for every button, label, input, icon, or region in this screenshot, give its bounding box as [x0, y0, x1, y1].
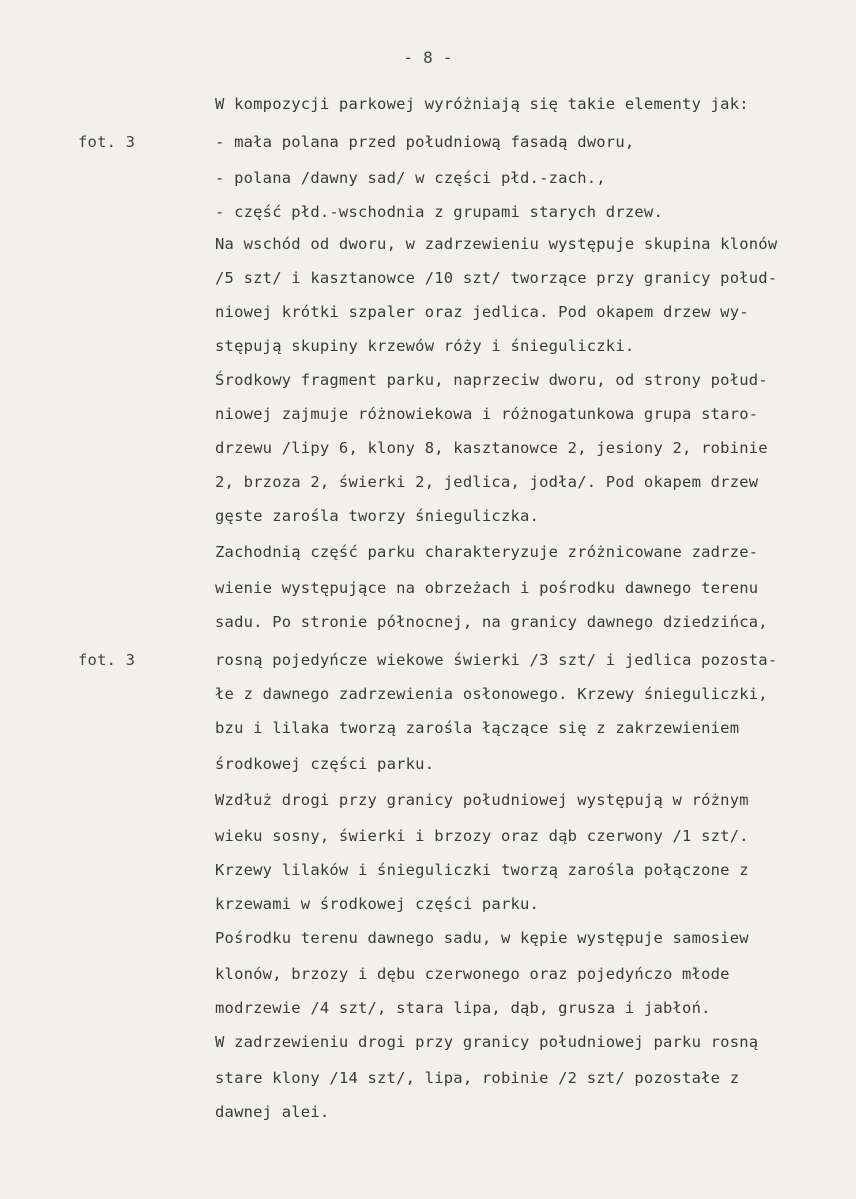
text-line: sadu. Po stronie północnej, na granicy dawnego dziedzińca, [215, 613, 768, 631]
text-line: Krzewy lilaków i śnieguliczki tworzą zarośla połączone z [215, 861, 749, 879]
text-line: bzu i lilaka tworzą zarośla łączące się z zakrzewieniem [215, 719, 740, 737]
text-line: W kompozycji parkowej wyróżniają się takie elementy jak: [215, 95, 749, 113]
text-line: dawnej alei. [215, 1103, 330, 1121]
text-line: wienie występujące na obrzeżach i pośrodku dawnego terenu [215, 579, 759, 597]
text-line: drzewu /lipy 6, klony 8, kasztanowce 2, jesiony 2, robinie [215, 439, 768, 457]
text-line: niowej zajmuje różnowiekowa i różnogatunkowa grupa staro- [215, 405, 759, 423]
text-line: stępują skupiny krzewów róży i śnieguliczki. [215, 337, 635, 355]
text-line: klonów, brzozy i dębu czerwonego oraz pojedyńczo młode [215, 965, 730, 983]
text-line: W zadrzewieniu drogi przy granicy południowej parku rosną [215, 1033, 759, 1051]
margin-note-photo-ref: fot. 3 [78, 651, 136, 669]
text-line: /5 szt/ i kasztanowce /10 szt/ tworzące przy granicy połud- [215, 269, 778, 287]
text-line: gęste zarośla tworzy śnieguliczka. [215, 507, 540, 525]
text-line: krzewami w środkowej części parku. [215, 895, 540, 913]
text-line: modrzewie /4 szt/, stara lipa, dąb, grusza i jabłoń. [215, 999, 711, 1017]
text-line: Pośrodku terenu dawnego sadu, w kępie występuje samosiew [215, 929, 749, 947]
text-line: - mała polana przed południową fasadą dworu, [215, 133, 635, 151]
text-line: - część płd.-wschodnia z grupami starych drzew. [215, 203, 663, 221]
text-line: środkowej części parku. [215, 755, 435, 773]
text-line: rosną pojedyńcze wiekowe świerki /3 szt/ i jedlica pozosta- [215, 651, 778, 669]
text-line: Środkowy fragment parku, naprzeciw dworu, od strony połud- [215, 371, 768, 389]
text-line: 2, brzoza 2, świerki 2, jedlica, jodła/. Pod okapem drzew [215, 473, 759, 491]
text-line: łe z dawnego zadrzewienia osłonowego. Krzewy śnieguliczki, [215, 685, 768, 703]
text-line: stare klony /14 szt/, lipa, robinie /2 szt/ pozostałe z [215, 1069, 740, 1087]
text-line: Na wschód od dworu, w zadrzewieniu występuje skupina klonów [215, 235, 778, 253]
text-line: - polana /dawny sad/ w części płd.-zach., [215, 169, 606, 187]
page-number: - 8 - [403, 48, 453, 67]
text-line: wieku sosny, świerki i brzozy oraz dąb czerwony /1 szt/. [215, 827, 749, 845]
text-line: niowej krótki szpaler oraz jedlica. Pod okapem drzew wy- [215, 303, 749, 321]
text-line: Zachodnią część parku charakteryzuje zróżnicowane zadrze- [215, 543, 759, 561]
text-line: Wzdłuż drogi przy granicy południowej występują w różnym [215, 791, 749, 809]
margin-note-photo-ref: fot. 3 [78, 133, 136, 151]
